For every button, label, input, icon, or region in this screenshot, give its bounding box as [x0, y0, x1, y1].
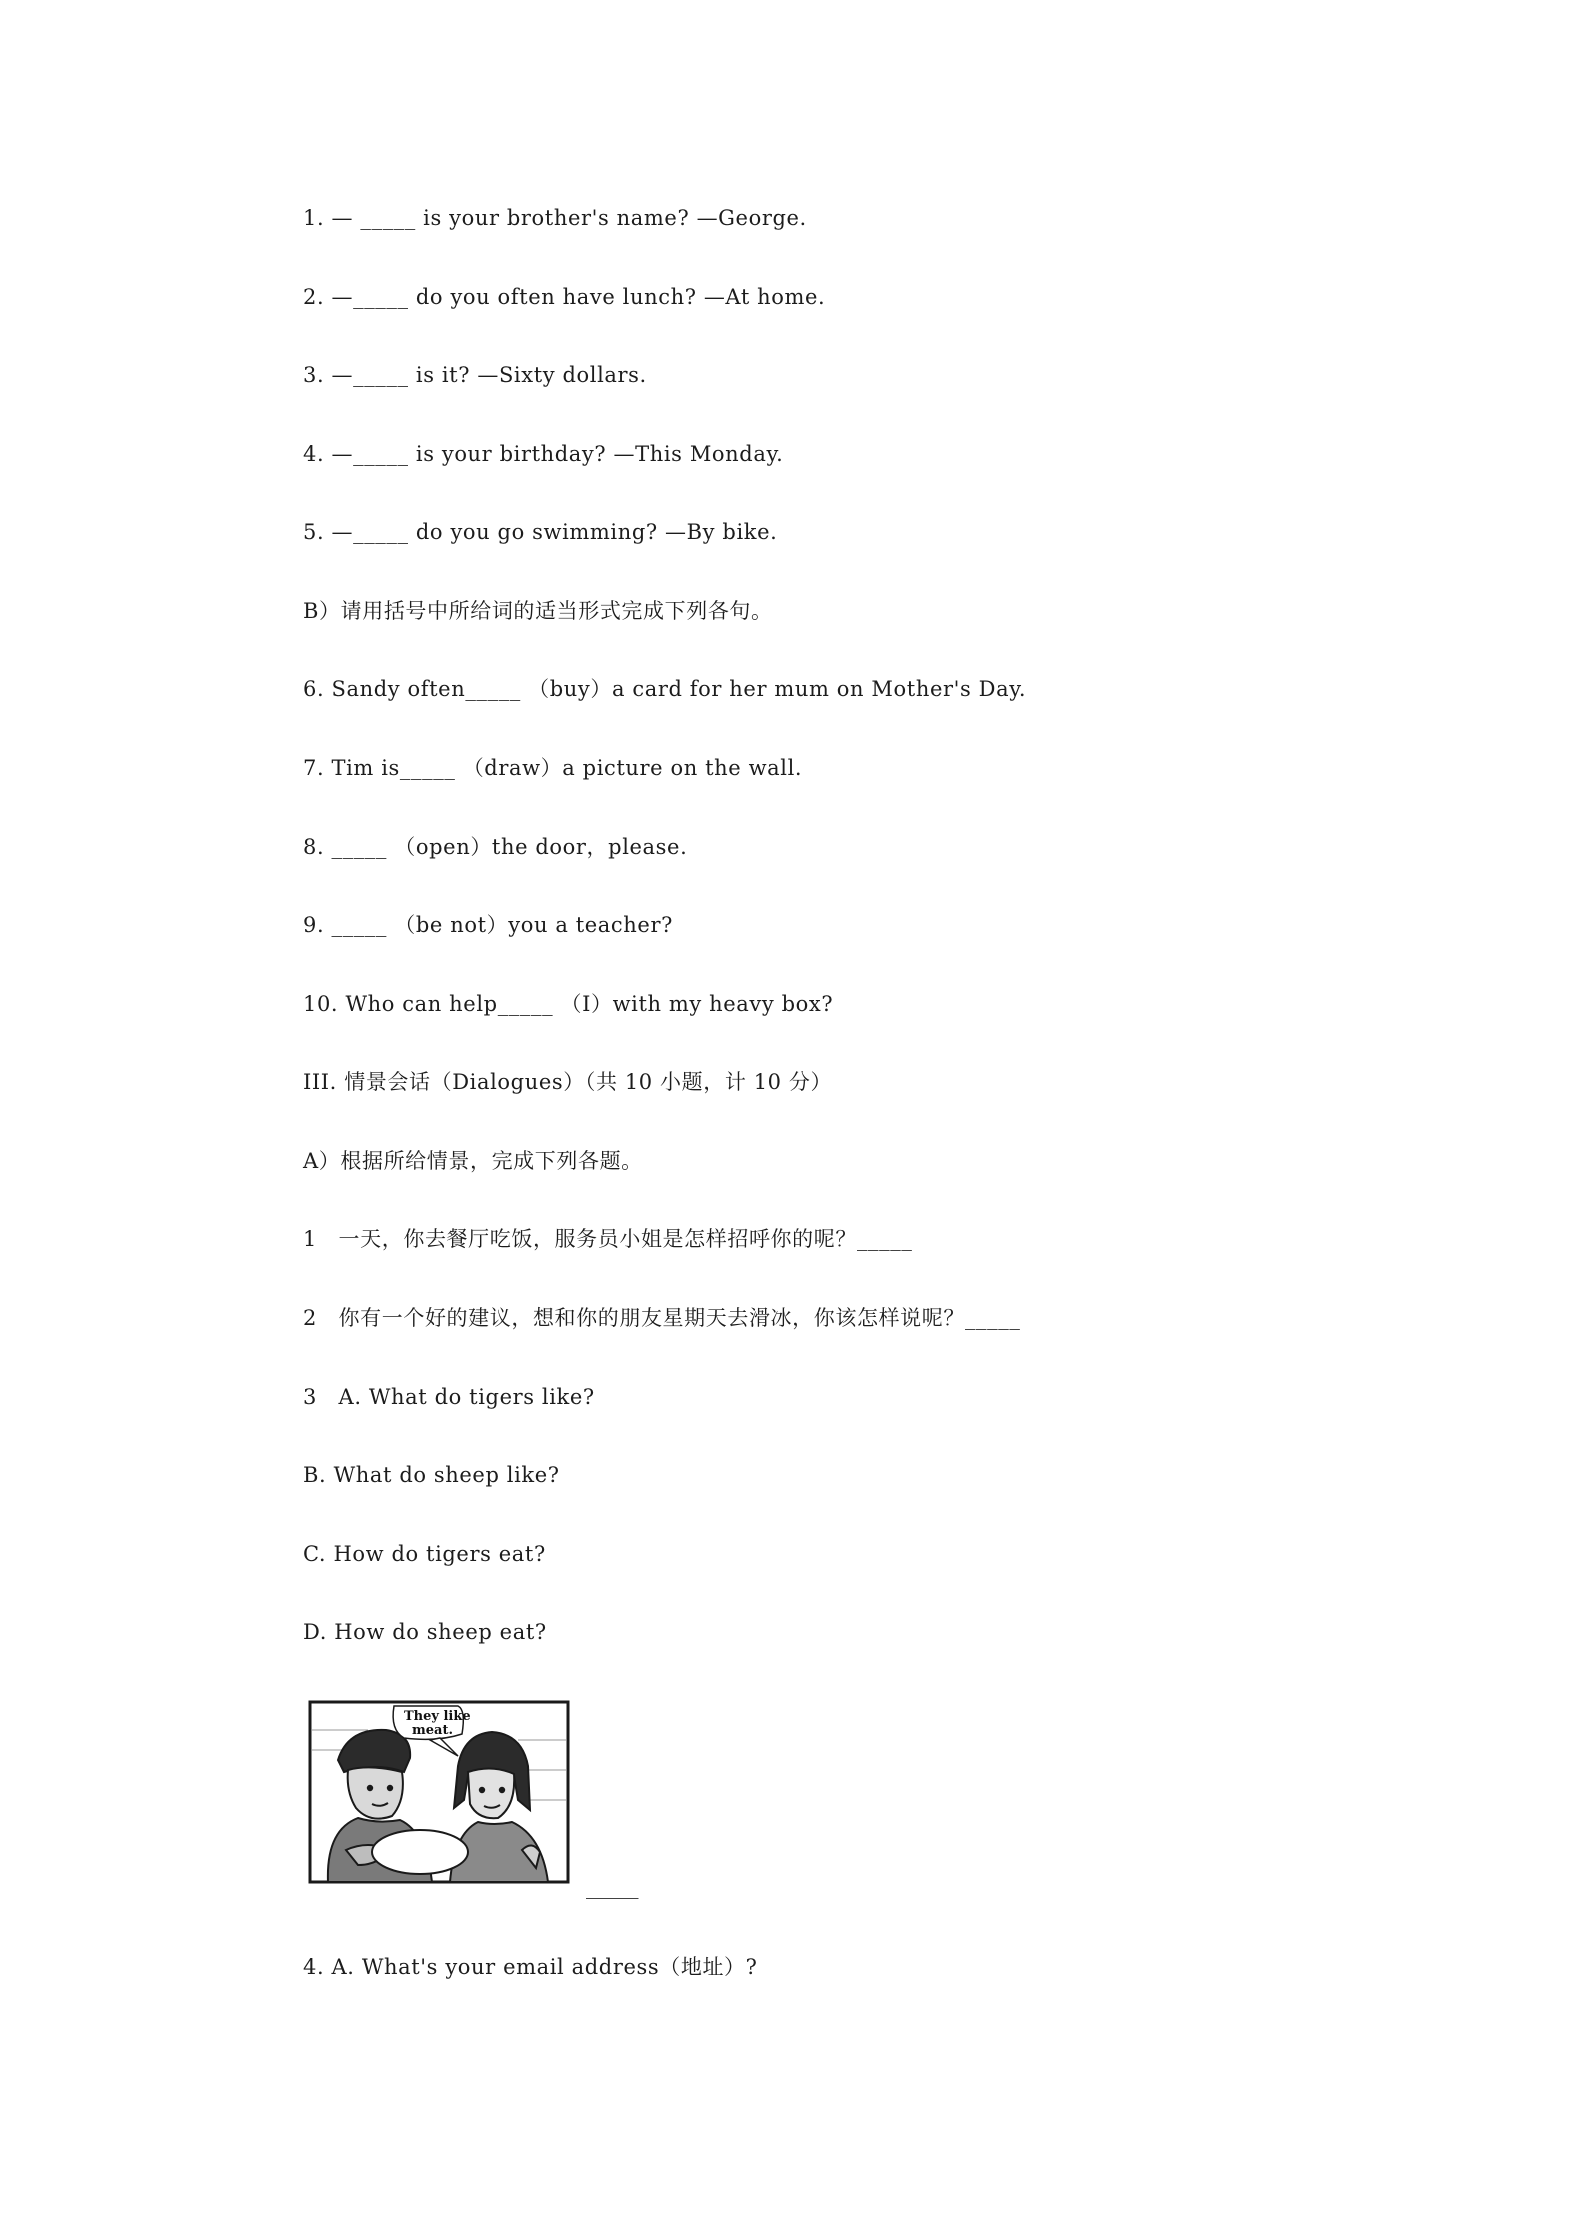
q9-line: 9. _____ （be not）you a teacher? — [303, 913, 673, 937]
speech-text-line1: They like — [404, 1709, 471, 1724]
section-a-heading: A）根据所给情景，完成下列各题。 — [303, 1149, 643, 1173]
comic-illustration — [308, 1700, 570, 1888]
section-iii-heading: III. 情景会话（Dialogues）（共 10 小题，计 10 分） — [303, 1070, 833, 1094]
dialogue-q3-option-d: D. How do sheep eat? — [303, 1620, 547, 1644]
speech-text-line2: meat. — [412, 1723, 453, 1738]
dialogue-q2-line: 2 你有一个好的建议，想和你的朋友星期天去滑冰，你该怎样说呢？_____ — [303, 1306, 1021, 1330]
speech-bubble-empty — [372, 1830, 468, 1874]
dialogue-q3-option-c: C. How do tigers eat? — [303, 1542, 546, 1566]
q2-line: 2. —_____ do you often have lunch? —At home. — [303, 285, 826, 309]
q4-line: 4. —_____ is your birthday? —This Monday. — [303, 442, 784, 466]
q5-line: 5. —_____ do you go swimming? —By bike. — [303, 520, 778, 544]
dialogue-q1-line: 1 一天，你去餐厅吃饭，服务员小姐是怎样招呼你的呢？_____ — [303, 1227, 913, 1251]
q1-line: 1. — _____ is your brother's name? —George. — [303, 206, 807, 230]
q6-line: 6. Sandy often_____ （buy）a card for her mum on Mother's Day. — [303, 677, 1027, 701]
q10-line: 10. Who can help_____ （I）with my heavy box? — [303, 992, 834, 1016]
section-b-heading: B）请用括号中所给词的适当形式完成下列各句。 — [303, 599, 773, 623]
q8-line: 8. _____ （open）the door，please. — [303, 835, 688, 859]
dialogue-q3-option-a: 3 A. What do tigers like? — [303, 1385, 595, 1409]
q3-line: 3. —_____ is it? —Sixty dollars. — [303, 363, 647, 387]
dialogue-q3-option-b: B. What do sheep like? — [303, 1463, 560, 1487]
dialogue-q4-line: 4. A. What's your email address（地址）? — [303, 1955, 758, 1979]
comic-answer-blank: _____ — [586, 1875, 639, 1899]
q7-line: 7. Tim is_____ （draw）a picture on the wall. — [303, 756, 803, 780]
